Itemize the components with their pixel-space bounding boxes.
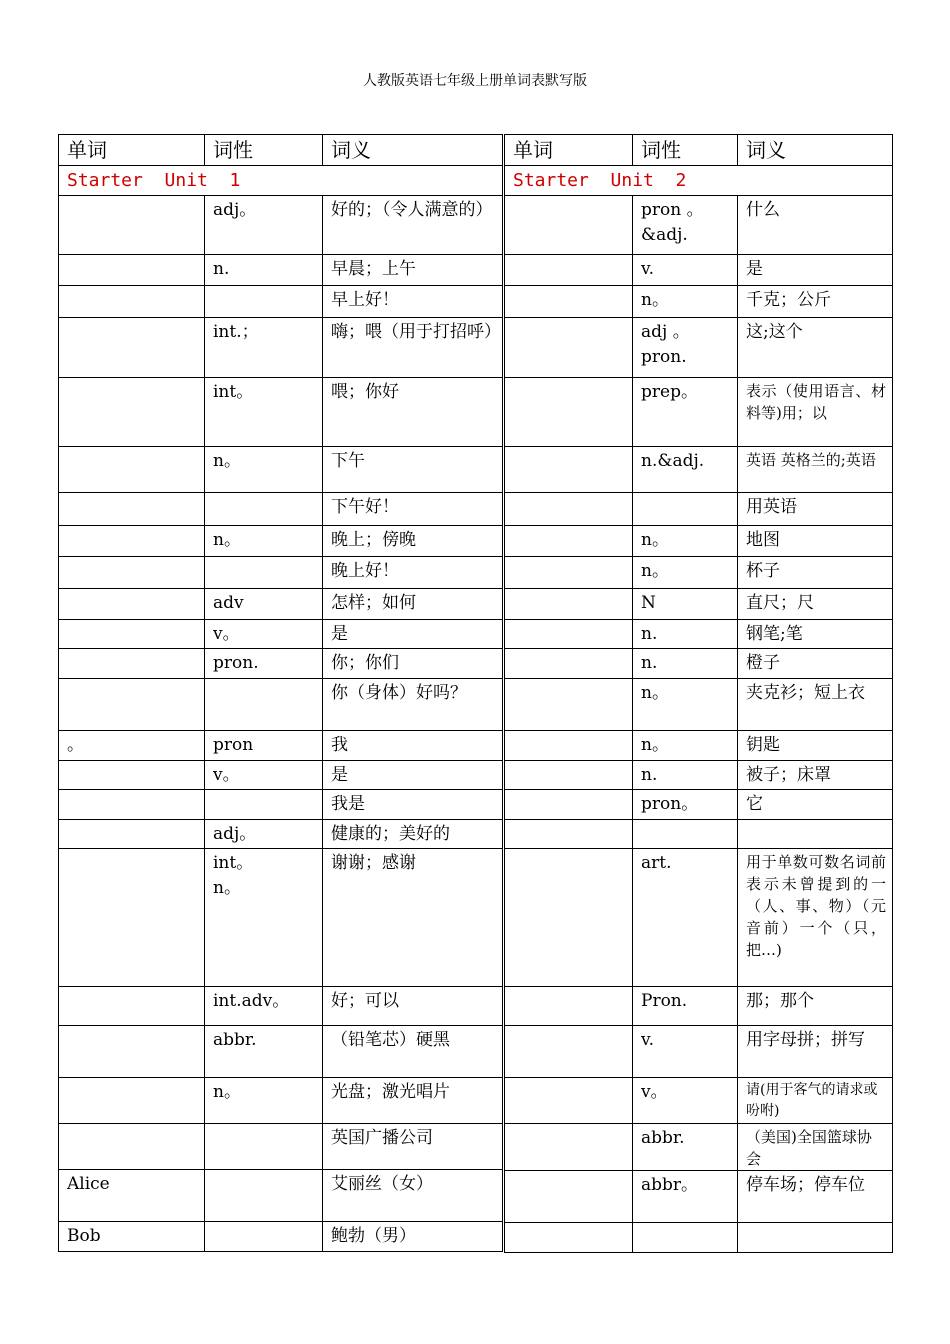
- table-row: [59, 255, 503, 286]
- table-row: [59, 557, 503, 589]
- cell-pos: v。: [633, 1078, 738, 1124]
- table-row: [505, 1223, 893, 1253]
- cell-word: [59, 649, 205, 679]
- cell-pos: int。 n。: [205, 849, 323, 987]
- table-row: [505, 318, 893, 378]
- table-row: [59, 318, 503, 378]
- cell-meaning: 艾丽丝（女）: [323, 1170, 503, 1222]
- header-meaning: 词义: [738, 135, 893, 166]
- cell-meaning: 早上好！: [323, 286, 503, 318]
- vocab-table-left: [58, 134, 503, 1252]
- cell-meaning: 鲍勃（男）: [323, 1222, 503, 1252]
- cell-word: [505, 526, 633, 557]
- cell-pos: [633, 493, 738, 526]
- cell-pos: n。: [633, 731, 738, 761]
- cell-word: [59, 1124, 205, 1170]
- cell-pos: n。: [633, 526, 738, 557]
- cell-word: [505, 849, 633, 987]
- table-row: [505, 731, 893, 761]
- table-row: [59, 447, 503, 493]
- cell-word: [505, 557, 633, 589]
- cell-pos: v.: [633, 1026, 738, 1078]
- cell-word: [505, 679, 633, 731]
- header-row: [59, 135, 503, 166]
- table-row: [505, 987, 893, 1026]
- cell-pos: n。: [205, 1078, 323, 1124]
- table-row: [59, 679, 503, 731]
- table-row: [59, 1078, 503, 1124]
- cell-pos: [633, 1223, 738, 1253]
- cell-word: [59, 196, 205, 255]
- unit-row: [59, 166, 503, 196]
- cell-pos: [205, 1124, 323, 1170]
- table-row: [59, 1124, 503, 1170]
- header-pos: 词性: [633, 135, 738, 166]
- cell-meaning: 晚上；傍晚: [323, 526, 503, 557]
- cell-pos: Pron.: [633, 987, 738, 1026]
- cell-word: [505, 620, 633, 649]
- cell-pos: [633, 820, 738, 849]
- cell-word: 。: [59, 731, 205, 761]
- cell-pos: [205, 790, 323, 820]
- cell-word: [59, 820, 205, 849]
- cell-meaning: 是: [323, 620, 503, 649]
- cell-meaning: 健康的；美好的: [323, 820, 503, 849]
- cell-meaning: 那；那个: [738, 987, 893, 1026]
- cell-word: [505, 1171, 633, 1223]
- table-row: [505, 493, 893, 526]
- cell-word: Alice: [59, 1170, 205, 1222]
- table-row: [505, 790, 893, 820]
- cell-meaning: 杯子: [738, 557, 893, 589]
- cell-pos: [205, 1170, 323, 1222]
- cell-pos: art.: [633, 849, 738, 987]
- cell-word: [505, 1223, 633, 1253]
- cell-pos: pron.: [205, 649, 323, 679]
- cell-word: [505, 1078, 633, 1124]
- cell-pos: n。: [205, 526, 323, 557]
- table-row: [59, 1222, 503, 1252]
- cell-meaning: [738, 820, 893, 849]
- cell-pos: pron: [205, 731, 323, 761]
- table-row: [59, 761, 503, 790]
- header-word: 单词: [59, 135, 205, 166]
- cell-pos: n。: [633, 679, 738, 731]
- cell-word: [59, 849, 205, 987]
- cell-word: [505, 318, 633, 378]
- cell-pos: [205, 493, 323, 526]
- cell-meaning: 好的；（令人满意的）: [323, 196, 503, 255]
- cell-meaning: 你；你们: [323, 649, 503, 679]
- table-row: [505, 255, 893, 286]
- table-row: [505, 378, 893, 447]
- cell-meaning: 谢谢；感谢: [323, 849, 503, 987]
- cell-word: [505, 1124, 633, 1171]
- cell-word: [505, 196, 633, 255]
- table-row: [505, 196, 893, 255]
- cell-meaning: 英国广播公司: [323, 1124, 503, 1170]
- cell-meaning: 这;这个: [738, 318, 893, 378]
- cell-word: [59, 255, 205, 286]
- cell-pos: prep。: [633, 378, 738, 447]
- cell-meaning: 直尺；尺: [738, 589, 893, 620]
- cell-pos: n.: [633, 620, 738, 649]
- cell-pos: abbr。: [633, 1171, 738, 1223]
- header-word: 单词: [505, 135, 633, 166]
- cell-meaning: 钢笔;笔: [738, 620, 893, 649]
- cell-word: [59, 1078, 205, 1124]
- table-row: [59, 196, 503, 255]
- cell-meaning: 早晨；上午: [323, 255, 503, 286]
- cell-word: [59, 679, 205, 731]
- cell-pos: pron。: [633, 790, 738, 820]
- table-row: [505, 620, 893, 649]
- cell-meaning: 用于单数可数名词前表示未曾提到的一（人、事、物）（元音前）一个（只，把…): [738, 849, 893, 987]
- cell-meaning: 怎样；如何: [323, 589, 503, 620]
- cell-word: [505, 649, 633, 679]
- cell-meaning: 英语 英格兰的;英语: [738, 447, 893, 493]
- table-row: [59, 987, 503, 1026]
- header-pos: 词性: [205, 135, 323, 166]
- table-row: [59, 820, 503, 849]
- cell-meaning: 好；可以: [323, 987, 503, 1026]
- cell-pos: N: [633, 589, 738, 620]
- cell-word: [505, 761, 633, 790]
- cell-meaning: 是: [323, 761, 503, 790]
- table-row: [59, 1170, 503, 1222]
- table-row: [505, 849, 893, 987]
- table-row: [505, 447, 893, 493]
- table-row: [505, 1026, 893, 1078]
- cell-pos: [205, 557, 323, 589]
- cell-meaning: 你（身体）好吗？: [323, 679, 503, 731]
- cell-word: [505, 493, 633, 526]
- cell-word: [59, 1026, 205, 1078]
- cell-word: [59, 318, 205, 378]
- cell-meaning: 表示（使用语言、材料等)用；以: [738, 378, 893, 447]
- unit-title: Starter Unit 1: [59, 166, 503, 196]
- cell-pos: adj。: [205, 196, 323, 255]
- cell-word: [59, 761, 205, 790]
- cell-pos: n.: [633, 761, 738, 790]
- table-row: [59, 649, 503, 679]
- cell-word: [59, 620, 205, 649]
- cell-meaning: 千克；公斤: [738, 286, 893, 318]
- table-row: [59, 620, 503, 649]
- cell-word: [59, 557, 205, 589]
- table-row: [505, 761, 893, 790]
- cell-word: [59, 790, 205, 820]
- cell-pos: adj。: [205, 820, 323, 849]
- cell-meaning: 嗨；喂（用于打招呼）: [323, 318, 503, 378]
- cell-pos: adj 。 pron.: [633, 318, 738, 378]
- cell-word: [505, 987, 633, 1026]
- cell-pos: v。: [205, 761, 323, 790]
- cell-meaning: 停车场；停车位: [738, 1171, 893, 1223]
- cell-meaning: 我是: [323, 790, 503, 820]
- cell-pos: abbr.: [633, 1124, 738, 1171]
- cell-word: [505, 589, 633, 620]
- table-row: [59, 790, 503, 820]
- cell-pos: pron 。 &adj.: [633, 196, 738, 255]
- cell-meaning: 下午好！: [323, 493, 503, 526]
- cell-pos: n。: [633, 286, 738, 318]
- document-title: 人教版英语七年级上册单词表默写版: [363, 73, 587, 89]
- cell-meaning: 被子；床罩: [738, 761, 893, 790]
- vocab-table-right: [504, 134, 893, 1253]
- cell-word: [505, 447, 633, 493]
- cell-word: [59, 447, 205, 493]
- cell-word: [505, 790, 633, 820]
- cell-pos: [205, 286, 323, 318]
- cell-word: [59, 987, 205, 1026]
- cell-word: Bob: [59, 1222, 205, 1252]
- cell-word: [505, 255, 633, 286]
- cell-word: [59, 526, 205, 557]
- cell-word: [505, 378, 633, 447]
- unit-row: [505, 166, 893, 196]
- table-row: [59, 526, 503, 557]
- table-row: [59, 378, 503, 447]
- table-row: [505, 557, 893, 589]
- header-meaning: 词义: [323, 135, 503, 166]
- cell-meaning: 橙子: [738, 649, 893, 679]
- table-row: [505, 820, 893, 849]
- cell-word: [505, 286, 633, 318]
- table-row: [59, 1026, 503, 1078]
- cell-pos: abbr.: [205, 1026, 323, 1078]
- cell-pos: n。: [205, 447, 323, 493]
- cell-meaning: 夹克衫；短上衣: [738, 679, 893, 731]
- cell-meaning: （铅笔芯）硬黑: [323, 1026, 503, 1078]
- table-row: [505, 1171, 893, 1223]
- cell-word: [505, 820, 633, 849]
- cell-pos: int。: [205, 378, 323, 447]
- table-row: [505, 286, 893, 318]
- cell-meaning: 我: [323, 731, 503, 761]
- cell-meaning: 下午: [323, 447, 503, 493]
- cell-pos: int.adv。: [205, 987, 323, 1026]
- cell-meaning: 用英语: [738, 493, 893, 526]
- cell-meaning: 什么: [738, 196, 893, 255]
- cell-meaning: 用字母拼；拼写: [738, 1026, 893, 1078]
- table-row: [59, 286, 503, 318]
- cell-meaning: 光盘；激光唱片: [323, 1078, 503, 1124]
- table-row: [59, 493, 503, 526]
- cell-meaning: [738, 1223, 893, 1253]
- cell-word: [59, 286, 205, 318]
- cell-pos: [205, 1222, 323, 1252]
- cell-meaning: 它: [738, 790, 893, 820]
- cell-meaning: 请(用于客气的请求或吩咐): [738, 1078, 893, 1124]
- cell-pos: v.: [633, 255, 738, 286]
- cell-pos: n。: [633, 557, 738, 589]
- table-row: [59, 849, 503, 987]
- cell-pos: [205, 679, 323, 731]
- cell-word: [505, 731, 633, 761]
- cell-meaning: 钥匙: [738, 731, 893, 761]
- cell-meaning: 喂；你好: [323, 378, 503, 447]
- cell-word: [59, 589, 205, 620]
- table-row: [59, 589, 503, 620]
- cell-meaning: 晚上好！: [323, 557, 503, 589]
- cell-word: [59, 493, 205, 526]
- cell-pos: v。: [205, 620, 323, 649]
- table-row: [59, 731, 503, 761]
- table-row: [505, 1124, 893, 1171]
- cell-meaning: （美国)全国篮球协会: [738, 1124, 893, 1171]
- cell-pos: n.&adj.: [633, 447, 738, 493]
- cell-pos: n.: [633, 649, 738, 679]
- cell-pos: adv: [205, 589, 323, 620]
- cell-pos: int.；: [205, 318, 323, 378]
- cell-meaning: 地图: [738, 526, 893, 557]
- unit-title: Starter Unit 2: [505, 166, 893, 196]
- header-row: [505, 135, 893, 166]
- table-row: [505, 589, 893, 620]
- cell-word: [59, 378, 205, 447]
- cell-word: [505, 1026, 633, 1078]
- table-row: [505, 649, 893, 679]
- table-row: [505, 1078, 893, 1124]
- cell-meaning: 是: [738, 255, 893, 286]
- table-row: [505, 526, 893, 557]
- cell-pos: n.: [205, 255, 323, 286]
- table-row: [505, 679, 893, 731]
